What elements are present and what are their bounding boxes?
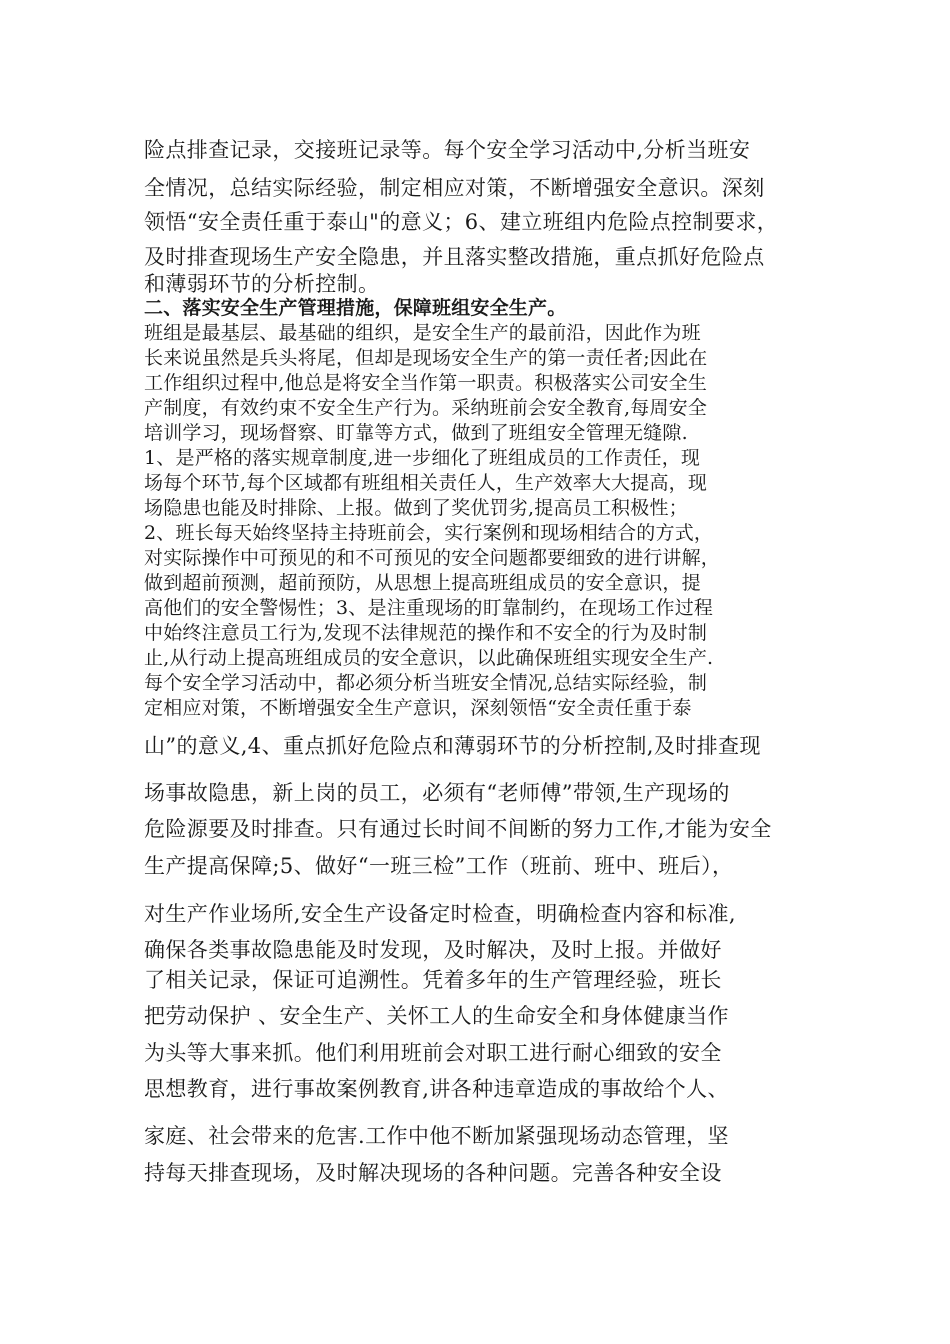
- section-heading: 二、落实安全生产管理措施，保障班组安全生产。: [144, 297, 567, 319]
- paragraph-line: 领悟“安全责任重于泰山"的意义；6、建立班组内危险点控制要求，: [144, 210, 779, 234]
- paragraph-line: 止,从行动上提高班组成员的安全意识，以此确保班组实现安全生产.: [144, 647, 714, 669]
- paragraph-line: 思想教育，进行事故案例教育,讲各种违章造成的事故给个人、: [144, 1077, 729, 1101]
- paragraph-line: 及时排查现场生产安全隐患，并且落实整改措施，重点抓好危险点: [144, 245, 765, 269]
- paragraph-line: 每个安全学习活动中，都必须分析当班安全情况,总结实际经验，制: [144, 672, 708, 694]
- paragraph-line: 场隐患也能及时排除、上报。做到了奖优罚劣,提高员工积极性；: [144, 497, 688, 519]
- paragraph-line: 产制度，有效约束不安全生产行为。采纳班前会安全教育,每周安全: [144, 397, 708, 419]
- paragraph-line: 确保各类事故隐患能及时发现，及时解决，及时上报。并做好: [144, 938, 722, 962]
- paragraph-line: 对生产作业场所,安全生产设备定时检查，明确检查内容和标准,: [144, 902, 736, 926]
- paragraph-line: 工作组织过程中,他总是将安全当作第一职责。积极落实公司安全生: [144, 372, 708, 394]
- paragraph-line: 险点排查记录，交接班记录等。每个安全学习活动中,分析当班安: [144, 138, 751, 162]
- paragraph-line: 场每个环节,每个区域都有班组相关责任人，生产效率大大提高，现: [144, 472, 708, 494]
- paragraph-line: 和薄弱环节的分析控制。: [144, 272, 380, 296]
- paragraph-line: 危险源要及时排查。只有通过长时间不间断的努力工作,才能为安全: [144, 817, 772, 841]
- paragraph-line: 班组是最基层、最基础的组织，是安全生产的最前沿，因此作为班: [144, 322, 701, 344]
- paragraph-line: 家庭、社会带来的危害.工作中他不断加紧强现场动态管理，坚: [144, 1124, 729, 1148]
- paragraph-line: 培训学习，现场督察、盯靠等方式，做到了班组安全管理无缝隙.: [144, 422, 688, 444]
- paragraph-line: 对实际操作中可预见的和不可预见的安全问题都要细致的进行讲解，: [144, 547, 721, 569]
- paragraph-line: 场事故隐患，新上岗的员工，必须有“老师傅”带领,生产现场的: [144, 781, 730, 805]
- paragraph-line: 持每天排查现场，及时解决现场的各种问题。完善各种安全设: [144, 1161, 722, 1185]
- paragraph-line: 生产提高保障;5、做好“一班三检”工作（班前、班中、班后），: [144, 854, 734, 878]
- paragraph-line: 定相应对策，不断增强安全生产意识，深刻领悟“安全责任重于泰: [144, 697, 692, 719]
- paragraph-line: 做到超前预测，超前预防，从思想上提高班组成员的安全意识，提: [144, 572, 701, 594]
- paragraph-line: 高他们的安全警惕性；3、是注重现场的盯靠制约，在现场工作过程: [144, 597, 714, 619]
- paragraph-line: 把劳动保护 、安全生产、关怀工人的生命安全和身体健康当作: [144, 1004, 729, 1028]
- paragraph-line: 山”的意义,4、重点抓好危险点和薄弱环节的分析控制,及时排查现: [144, 734, 761, 758]
- paragraph-line: 1、是严格的落实规章制度,进一步细化了班组成员的工作责任，现: [144, 447, 701, 469]
- paragraph-line: 为头等大事来抓。他们利用班前会对职工进行耐心细致的安全: [144, 1041, 722, 1065]
- paragraph-line: 长来说虽然是兵头将尾，但却是现场安全生产的第一责任者;因此在: [144, 347, 708, 369]
- paragraph-line: 了相关记录，保证可追溯性。凭着多年的生产管理经验，班长: [144, 968, 722, 992]
- paragraph-line: 中始终注意员工行为,发现不法律规范的操作和不安全的行为及时制: [144, 622, 708, 644]
- paragraph-line: 全情况，总结实际经验，制定相应对策，不断增强安全意识。深刻: [144, 176, 765, 200]
- paragraph-line: 2、班长每天始终坚持主持班前会，实行案例和现场相结合的方式，: [144, 522, 714, 544]
